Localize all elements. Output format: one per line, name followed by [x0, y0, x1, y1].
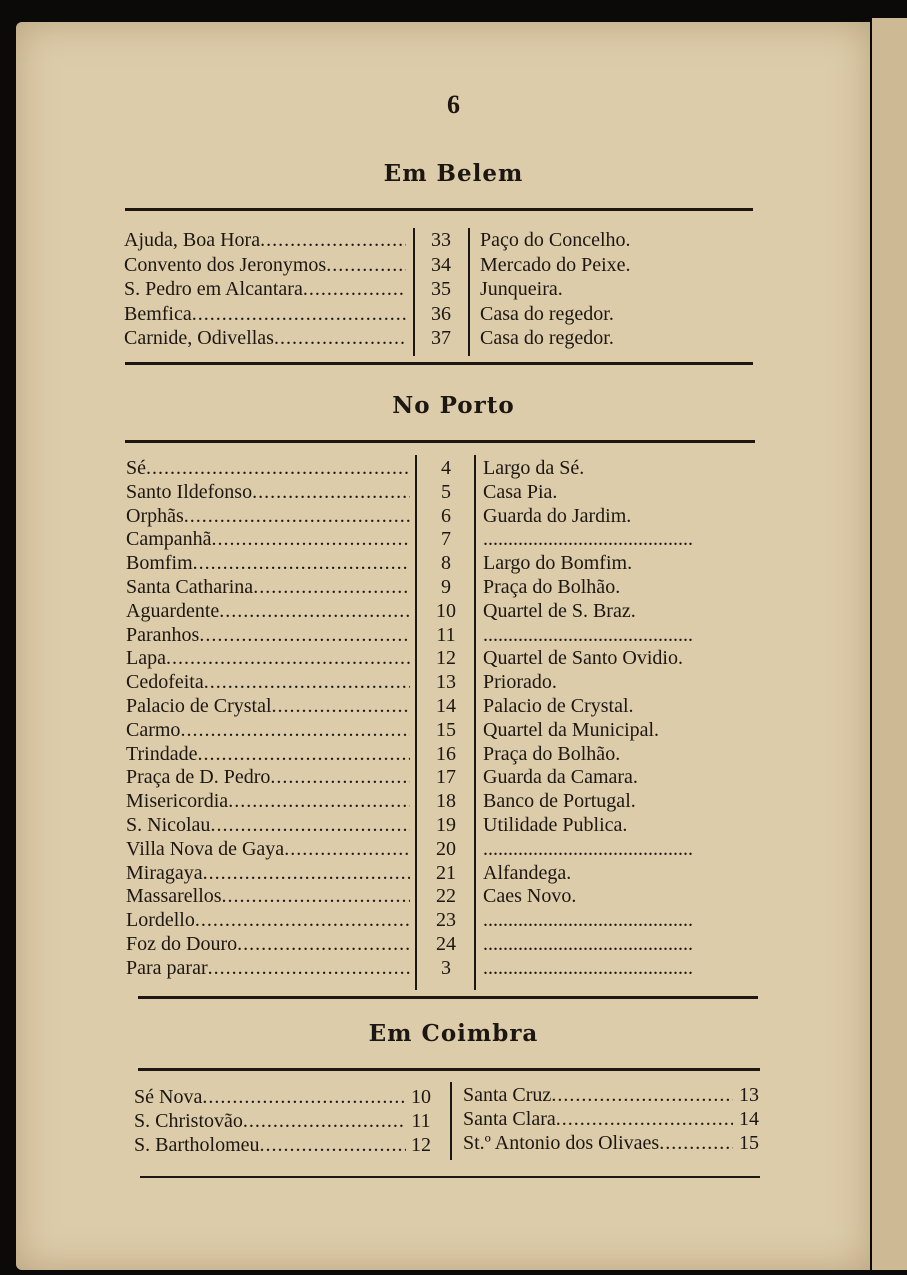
section-title-belem: Em Belem [383, 160, 524, 187]
leader-dots [260, 1134, 406, 1157]
facing-page-edge [872, 18, 907, 1270]
row-number: 6 [441, 504, 451, 527]
table-row-name [126, 766, 410, 789]
row-number: 18 [436, 790, 456, 813]
leader-dots [284, 838, 410, 861]
leader-dots [192, 303, 406, 326]
table-row-name [463, 1108, 733, 1131]
table-row-name [126, 671, 410, 694]
row-name: Foz do Douro [126, 933, 238, 955]
table-row-name [126, 957, 410, 980]
row-number: 14 [739, 1108, 759, 1130]
row-place-dots: .......................................... [483, 909, 693, 932]
row-number: 8 [441, 552, 451, 575]
leader-dots [184, 505, 410, 528]
table-row-name [126, 814, 410, 837]
row-name: Convento dos Jeronymos [124, 253, 327, 276]
column-divider [474, 455, 476, 990]
row-name: Santa Catharina [126, 576, 254, 598]
row-place: Quartel da Municipal. [483, 718, 660, 741]
leader-dots [556, 1108, 733, 1131]
table-row-name [124, 303, 406, 326]
row-name: Misericordia [126, 790, 229, 813]
row-name: Trindade [126, 742, 198, 765]
row-name: Bemfica [124, 302, 192, 325]
leader-dots [210, 814, 410, 837]
row-number: 13 [739, 1084, 759, 1106]
row-name: Orphãs [126, 504, 184, 527]
row-place: Praça do Bolhão. [483, 576, 621, 598]
table-row-name [126, 909, 410, 932]
row-number: 13 [436, 671, 456, 694]
row-place: Quartel de Santo Ovidio. [483, 647, 683, 670]
row-name: Massarellos [126, 885, 222, 908]
table-row-name [126, 719, 410, 742]
row-name: Sé Nova [134, 1086, 203, 1108]
leader-dots [166, 647, 410, 670]
row-number: 35 [431, 278, 451, 300]
leader-dots [180, 719, 410, 742]
row-place: Largo da Sé. [483, 457, 585, 479]
leader-dots [202, 1086, 406, 1109]
row-name: Sé [126, 457, 146, 479]
row-name: Santo Ildefonso [126, 480, 253, 503]
row-number: 5 [441, 480, 451, 503]
rule-porto-top [125, 440, 755, 443]
row-number: 12 [436, 647, 456, 670]
leader-dots [228, 790, 410, 813]
table-row-name [126, 552, 410, 575]
leader-dots [272, 695, 410, 718]
leader-dots [270, 766, 410, 789]
row-place: Palacio de Crystal. [483, 695, 634, 717]
leader-dots [146, 457, 410, 480]
row-number: 16 [436, 742, 456, 765]
table-row-name [126, 600, 410, 623]
row-number: 20 [436, 837, 456, 860]
table-row-name [126, 481, 410, 504]
page-number: 6 [447, 90, 460, 119]
table-row-name [124, 278, 406, 301]
row-number: 15 [739, 1132, 759, 1154]
table-row-name [126, 933, 410, 956]
table-row-name [126, 647, 410, 670]
row-number: 24 [436, 933, 456, 955]
row-number: 10 [411, 1086, 431, 1108]
row-place-dots: .......................................... [483, 623, 693, 646]
table-row-name [134, 1110, 406, 1133]
row-name: Ajuda, Boa Hora [124, 229, 261, 251]
table-row-name [126, 885, 410, 908]
row-number: 7 [441, 528, 451, 551]
row-place: Guarda da Camara. [483, 766, 638, 789]
leader-dots [253, 576, 410, 599]
table-row-name [126, 457, 410, 480]
leader-dots [303, 278, 406, 301]
row-place: Casa Pia. [483, 480, 558, 503]
rule-belem-bottom [125, 362, 753, 365]
leader-dots [203, 862, 410, 885]
row-number: 14 [436, 695, 456, 717]
row-number: 37 [431, 327, 451, 349]
leader-dots [222, 885, 410, 908]
table-row-name [126, 505, 410, 528]
leader-dots [208, 957, 410, 980]
row-name: Carmo [126, 718, 181, 741]
leader-dots [219, 600, 410, 623]
row-name: Cedofeita [126, 671, 204, 694]
table-row-name [463, 1084, 733, 1107]
table-row-name [126, 695, 410, 718]
leader-dots [199, 624, 410, 647]
row-name: Miragaya [126, 861, 203, 884]
rule-porto-bottom [138, 996, 758, 999]
row-number: 36 [431, 302, 451, 325]
table-row-name [134, 1086, 406, 1109]
row-name: Palacio de Crystal [126, 695, 272, 717]
row-place-dots: .......................................... [483, 956, 693, 979]
row-number: 10 [436, 599, 456, 622]
leader-dots [212, 528, 410, 551]
row-name: Santa Clara [463, 1108, 556, 1130]
table-row-name [134, 1134, 406, 1157]
row-name: S. Christovão [134, 1110, 243, 1132]
leader-dots [326, 254, 406, 277]
row-name: St.º Antonio dos Olivaes [463, 1132, 660, 1154]
leader-dots [252, 481, 410, 504]
row-place: Casa do regedor. [480, 302, 614, 325]
table-row-name [126, 576, 410, 599]
section-title-coimbra: Em Coimbra [368, 1020, 539, 1047]
row-number: 17 [436, 766, 456, 789]
rule-coimbra-bottom [140, 1176, 760, 1178]
leader-dots [193, 552, 410, 575]
table-row-name [126, 624, 410, 647]
section-title-porto: No Porto [392, 392, 515, 419]
row-number: 4 [441, 457, 451, 479]
row-place: Largo do Bomfim. [483, 552, 633, 575]
row-name: Praça de D. Pedro [126, 766, 271, 789]
table-row-name [126, 838, 410, 861]
row-place: Casa do regedor. [480, 327, 614, 349]
row-number: 19 [436, 814, 456, 836]
row-name: Campanhã [126, 528, 212, 551]
row-place-dots: .......................................... [483, 837, 693, 860]
row-place: Utilidade Publica. [483, 814, 628, 836]
table-row-name [126, 528, 410, 551]
row-name: Santa Cruz [463, 1084, 552, 1106]
row-place: Mercado do Peixe. [480, 253, 631, 276]
row-number: 3 [441, 956, 451, 979]
row-number: 11 [436, 623, 456, 646]
row-name: Paranhos [126, 623, 200, 646]
row-name: Para parar [126, 956, 208, 979]
row-name: Carnide, Odivellas [124, 327, 274, 349]
leader-dots [243, 1110, 406, 1133]
table-row-name [124, 254, 406, 277]
column-divider [413, 228, 415, 356]
row-name: Lordello [126, 909, 195, 932]
row-name: Villa Nova de Gaya [126, 837, 285, 860]
row-name: S. Pedro em Alcantara [124, 278, 303, 300]
row-place: Praça do Bolhão. [483, 742, 621, 765]
leader-dots [274, 327, 406, 350]
row-place: Alfandega. [483, 861, 572, 884]
row-place: Quartel de S. Braz. [483, 599, 636, 622]
table-row-name [126, 743, 410, 766]
row-place: Priorado. [483, 671, 557, 694]
table-row-name [124, 229, 406, 252]
row-name: Lapa [126, 647, 166, 670]
row-place: Guarda do Jardim. [483, 504, 632, 527]
row-place-dots: .......................................... [483, 933, 693, 955]
row-place: Paço do Concelho. [480, 229, 631, 251]
leader-dots [197, 743, 410, 766]
row-name: Aguardente [126, 599, 220, 622]
row-number: 23 [436, 909, 456, 932]
leader-dots [237, 933, 410, 956]
row-number: 22 [436, 885, 456, 908]
row-place: Banco de Portugal. [483, 790, 636, 813]
table-row-name [126, 790, 410, 813]
leader-dots [551, 1084, 733, 1107]
row-place: Caes Novo. [483, 885, 577, 908]
row-name: S. Nicolau [126, 814, 211, 836]
rule-belem-top [125, 208, 753, 211]
leader-dots [195, 909, 410, 932]
row-place: Junqueira. [480, 278, 563, 300]
row-number: 33 [431, 229, 451, 251]
row-name: S. Bartholomeu [134, 1134, 260, 1156]
column-divider [450, 1082, 452, 1160]
row-name: Bomfim [126, 552, 193, 575]
row-number: 34 [431, 253, 451, 276]
leader-dots [659, 1132, 733, 1155]
row-place-dots: .......................................... [483, 528, 693, 551]
row-number: 15 [436, 718, 456, 741]
column-divider [468, 228, 470, 356]
column-divider [415, 455, 417, 990]
leader-dots [204, 671, 410, 694]
table-row-name [124, 327, 406, 350]
row-number: 9 [441, 576, 451, 598]
row-number: 12 [411, 1134, 431, 1156]
leader-dots [260, 229, 406, 252]
row-number: 11 [411, 1110, 431, 1132]
row-number: 21 [436, 861, 456, 884]
table-row-name [463, 1132, 733, 1155]
rule-coimbra-top [138, 1068, 760, 1071]
table-row-name [126, 862, 410, 885]
